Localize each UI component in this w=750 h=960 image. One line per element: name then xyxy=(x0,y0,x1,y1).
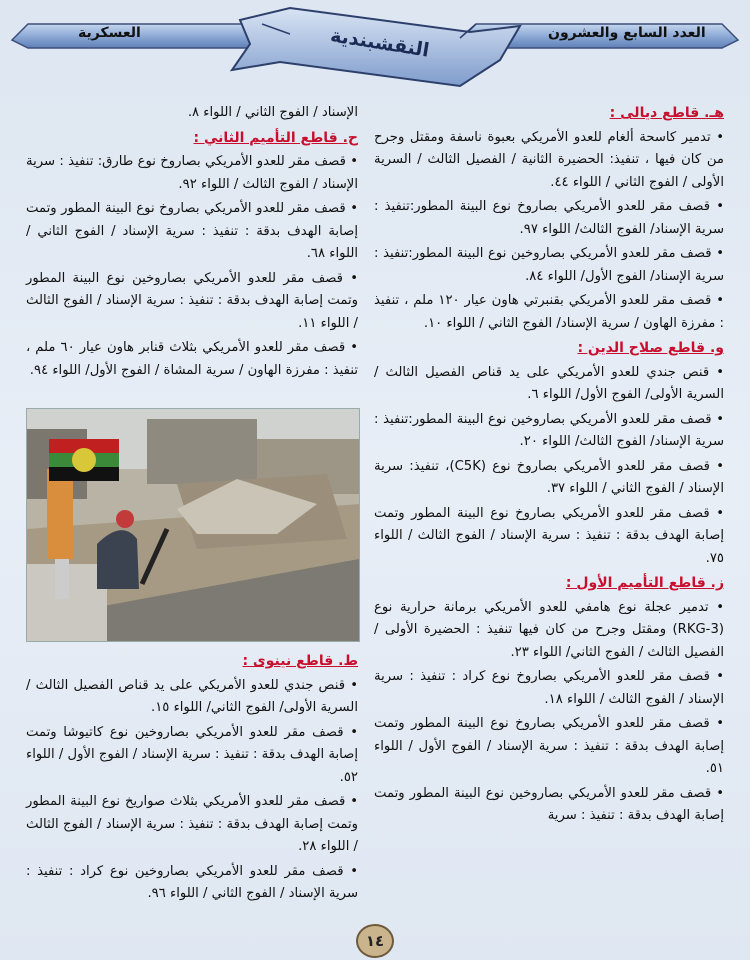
left-column-bottom xyxy=(26,650,358,908)
paragraph: • قصف مقر للعدو الأمريكي بصاروخ نوع البينة المطور وتمت إصابة الهدف بدقة : تنفيذ : سرية الإسناد / الفوج الثالث / اللواء ٧٥. xyxy=(374,503,724,571)
paragraph: • قصف مقر للعدو الأمريكي بصاروخ نوع كراد : تنفيذ : سرية الإسناد / الفوج الثالث / اللواء ١٨. xyxy=(374,666,724,711)
paragraph: • قصف مقر للعدو الأمريكي بثلاث صواريخ نوع البينة المطور وتمت إصابة الهدف بدقة : تنفيذ : سرية الإسناد / الفوج الثالث / اللواء ٢٨. xyxy=(26,791,358,859)
left-column-top xyxy=(26,102,358,384)
section-heading: ز. قاطع التأميم الأول : xyxy=(565,575,724,591)
header-left-label: العسكرية xyxy=(78,25,141,41)
paragraph: • قصف مقر للعدو الأمريكي بصاروخين نوع كراد : تنفيذ : سرية الإسناد / الفوج الثاني / اللواء ٩٦. xyxy=(26,861,358,906)
header-right-label: العدد السابع والعشرون xyxy=(548,25,706,41)
section-heading: ط. قاطع نينوى : xyxy=(242,653,358,669)
right-column xyxy=(374,102,724,830)
page-number: ١٤ xyxy=(356,924,394,958)
paragraph: • قصف مقر للعدو الأمريكي بصاروخ نوع (C5K)، تنفيذ: سرية الإسناد / الفوج الثاني / اللواء ٣٧. xyxy=(374,456,724,501)
paragraph: • قصف مقر للعدو الأمريكي بصاروخين نوع البينة المطور وتمت إصابة الهدف بدقة : تنفيذ : سرية الإسناد / الفوج الثالث / اللواء ١١. xyxy=(26,268,358,336)
paragraph: الإسناد / الفوج الثاني / اللواء ٨. xyxy=(187,105,358,120)
paragraph: • قصف مقر للعدو الأمريكي بصاروخين نوع البينة المطور:تنفيذ : سرية الإسناد/ الفوج الثالث/ اللواء ٢٠. xyxy=(374,409,724,454)
section-heading: ح. قاطع التأميم الثاني : xyxy=(193,129,358,146)
mortar-photo xyxy=(26,408,360,642)
paragraph: • قصف مقر للعدو الأمريكي بقنبرتي هاون عيار ١٢٠ ملم ، تنفيذ : مفرزة الهاون / سرية الإسناد/ الفوج الثاني / اللواء ١٠. xyxy=(374,290,724,335)
header-banner xyxy=(0,0,750,95)
paragraph: • قنص جندي للعدو الأمريكي على يد قناص الفصيل الثالث / السرية الأولى/ الفوج الأول/ اللواء ٦. xyxy=(374,362,724,407)
paragraph: • تدمير عجلة نوع هامفي للعدو الأمريكي برمانة حرارية نوع (RKG-3) ومقتل وجرح من كان فيها تنفيذ : الحضيرة الأولى / الفصيل الثالث / الفوج الثاني/ اللواء ٢٣. xyxy=(374,597,724,665)
paragraph: • قصف مقر للعدو الأمريكي بصاروخ نوع البينة المطور:تنفيذ : سرية الإسناد/ الفوج الثالث/ اللواء ٩٧. xyxy=(374,196,724,241)
paragraph: • قصف مقر للعدو الأمريكي بصاروخين نوع البينة المطور وتمت إصابة الهدف بدقة : تنفيذ : سرية xyxy=(374,783,724,828)
paragraph: • قصف مقر للعدو الأمريكي بصاروخ نوع البينة المطور وتمت إصابة الهدف بدقة : تنفيذ : سرية الإسناد / الفوج الأول / اللواء ٥١. xyxy=(374,713,724,781)
paragraph: • تدمير كاسحة ألغام للعدو الأمريكي بعبوة ناسفة ومقتل وجرح من كان فيها ، تنفيذ: الحضيرة الثانية / الفصيل الثالث / السرية الأولى / الفوج الثاني / اللواء ٤٤. xyxy=(374,127,724,195)
paragraph: • قصف مقر للعدو الأمريكي بصاروخ نوع طارق: تنفيذ : سرية الإسناد / الفوج الثالث / اللواء ٩٢. xyxy=(26,151,358,196)
paragraph: • قصف مقر للعدو الأمريكي بثلاث قنابر هاون عيار ٦٠ ملم ، تنفيذ : مفرزة الهاون / سرية المشاة / الفوج الأول/ اللواء ٩٤. xyxy=(26,337,358,382)
paragraph: • قصف مقر للعدو الأمريكي بصاروخين نوع كاتيوشا وتمت إصابة الهدف بدقة : تنفيذ : سرية الإسناد / الفوج الأول / اللواء ٥٢. xyxy=(26,722,358,790)
header-title: النقشبندية xyxy=(328,24,431,62)
paragraph: • قصف مقر للعدو الأمريكي بصاروخ نوع البينة المطور وتمت إصابة الهدف بدقة : تنفيذ : سرية الإسناد / الفوج الثاني / اللواء ٦٨. xyxy=(26,198,358,266)
section-heading: و. قاطع صلاح الدين : xyxy=(577,340,724,356)
paragraph: • قنص جندي للعدو الأمريكي على يد قناص الفصيل الثالث / السرية الأولى/ الفوج الثاني/ اللواء ١٥. xyxy=(26,675,358,720)
paragraph: • قصف مقر للعدو الأمريكي بصاروخين نوع البينة المطور:تنفيذ : سرية الإسناد/ الفوج الأول/ اللواء ٨٤. xyxy=(374,243,724,288)
section-heading: هـ. قاطع ديالى : xyxy=(609,105,724,121)
